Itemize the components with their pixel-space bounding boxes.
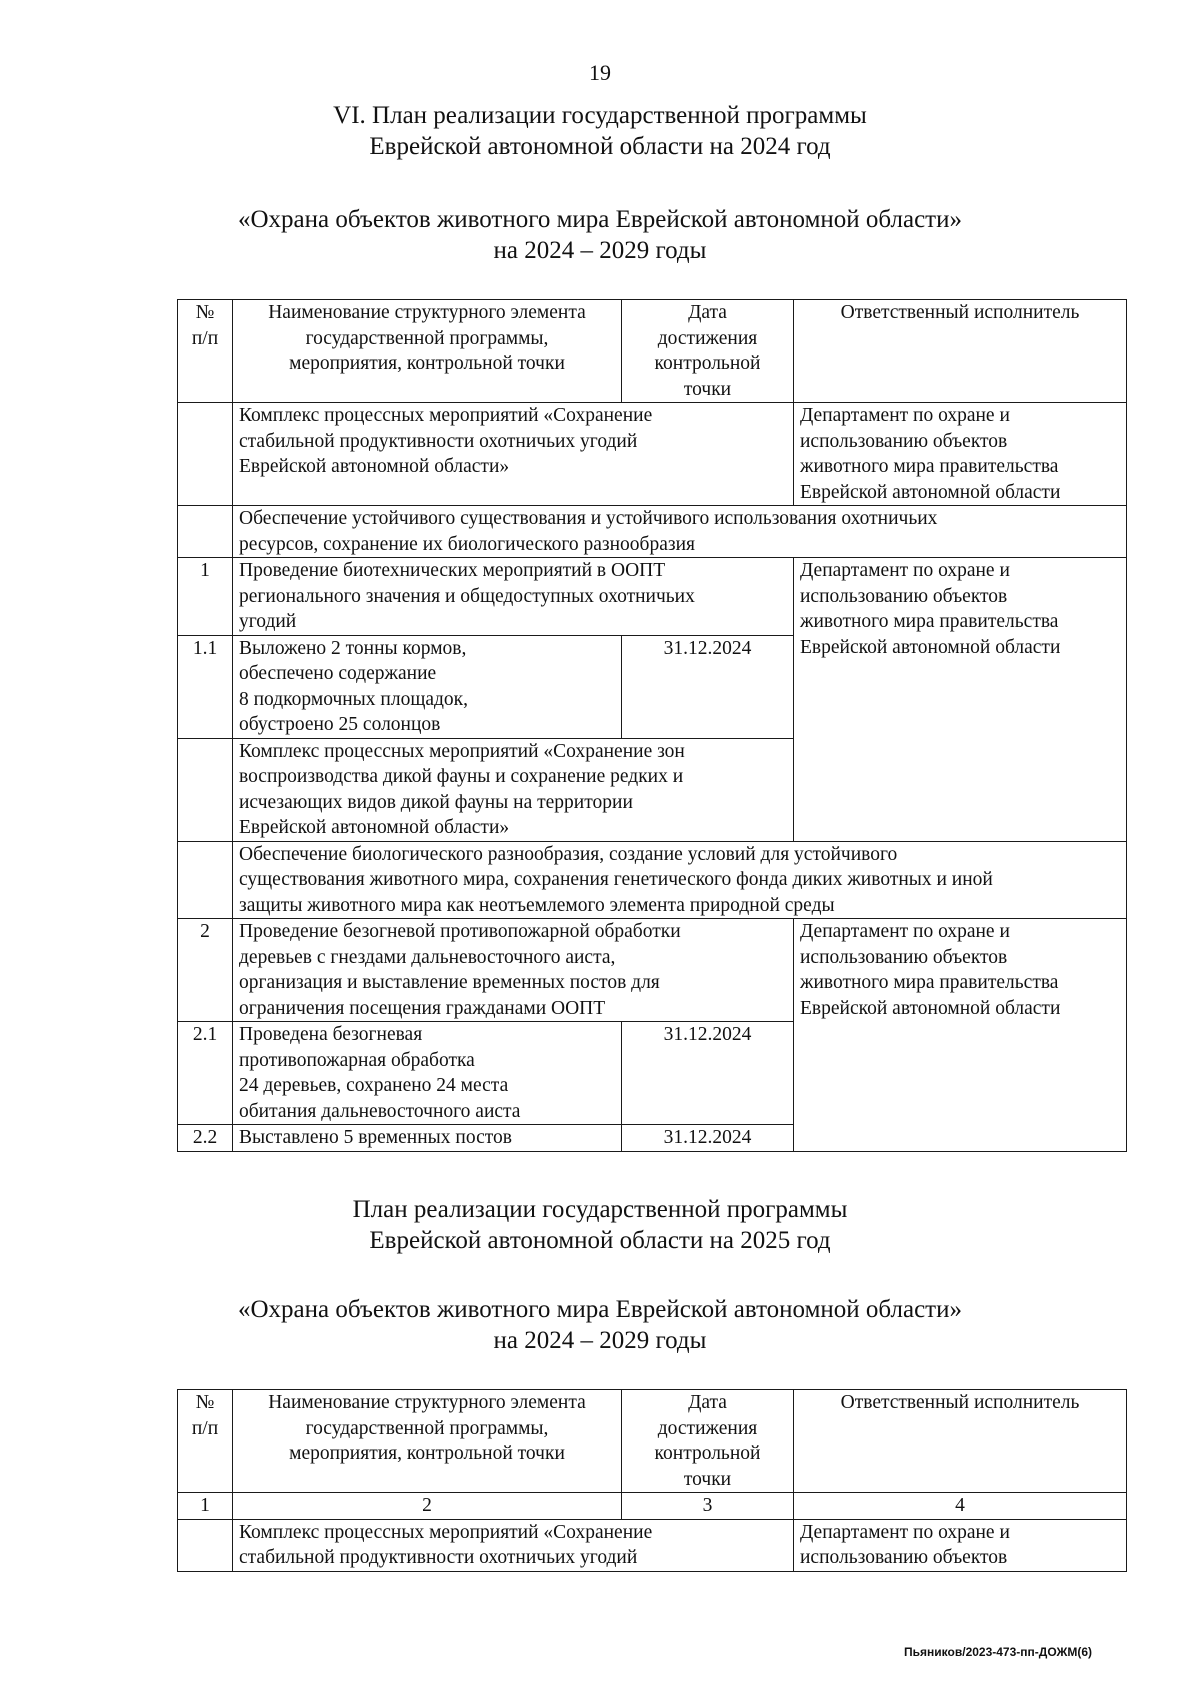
subtitle-line: «Охрана объектов животного мира Еврейской автономной области» <box>238 206 962 233</box>
plan-2024-title <box>0 100 1200 162</box>
header-executor: Ответственный исполнитель <box>794 1390 1127 1493</box>
row-task: Обеспечение биологического разнообразия, создание условий для устойчивого существования животного мира, сохранения генетического фонда диких животных и иной защиты животного мира как неотъемлемого элемента природной среды <box>233 841 1127 919</box>
table-row <box>178 558 1127 636</box>
header-number: № п/п <box>178 300 233 403</box>
table-row <box>178 635 1127 738</box>
plan-2025-subtitle <box>0 1294 1200 1356</box>
table-row <box>178 1519 1127 1571</box>
plan-2024-table <box>177 299 1127 1152</box>
header-element-name: Наименование структурного элемента государственной программы, мероприятия, контрольной точки <box>233 1390 622 1493</box>
subtitle-line: на 2024 – 2029 годы <box>493 1327 707 1354</box>
row-executor: Департамент по охране и использованию объектов животного мира правительства Еврейской автономной области <box>794 403 1127 506</box>
title-line: Еврейской автономной области на 2025 год <box>369 1227 831 1254</box>
plan-2024-subtitle <box>0 204 1200 266</box>
header-number: № п/п <box>178 1390 233 1493</box>
row-executor: Департамент по охране и использованию объектов <box>794 1519 1127 1571</box>
row-element-name: Комплекс процессных мероприятий «Сохранение зон воспроизводства дикой фауны и сохранение редких и исчезающих видов дикой фауны на территории Еврейской автономной области» <box>233 738 794 841</box>
plan-2025-title <box>0 1194 1200 1256</box>
row-number <box>178 506 233 558</box>
header-element-name: Наименование структурного элемента государственной программы, мероприятия, контрольной точки <box>233 300 622 403</box>
row-element-name: Комплекс процессных мероприятий «Сохранение стабильной продуктивности охотничьих угодий <box>233 1519 794 1571</box>
column-number: 4 <box>794 1493 1127 1520</box>
row-number <box>178 403 233 506</box>
document-reference-footer: Пьяников/2023-473-пп-ДОЖМ(6) <box>904 1645 1092 1659</box>
row-executor: Департамент по охране и использованию объектов животного мира правительства Еврейской автономной области <box>794 919 1127 1152</box>
column-number: 2 <box>233 1493 622 1520</box>
subtitle-line: «Охрана объектов животного мира Еврейской автономной области» <box>238 1296 962 1323</box>
row-number: 2.1 <box>178 1022 233 1125</box>
subtitle-line: на 2024 – 2029 годы <box>493 237 707 264</box>
column-number: 3 <box>622 1493 794 1520</box>
row-number: 1.1 <box>178 635 233 738</box>
row-executor-continued: Еврейской автономной области <box>794 635 1127 841</box>
row-element-name: Проведена безогневая противопожарная обработка 24 деревьев, сохранено 24 места обитания дальневосточного аиста <box>233 1022 622 1125</box>
row-number <box>178 841 233 919</box>
row-task: Обеспечение устойчивого существования и устойчивого использования охотничьих ресурсов, сохранение их биологического разнообразия <box>233 506 1127 558</box>
row-number: 2.2 <box>178 1125 233 1152</box>
row-element-name: Проведение безогневой противопожарной обработки деревьев с гнездами дальневосточного аиста, организация и выставление временных постов для ограничения посещения гражданами ООПТ <box>233 919 794 1022</box>
title-line: VI. План реализации государственной программы <box>333 102 867 129</box>
row-date: 31.12.2024 <box>622 1022 794 1125</box>
table-header-row <box>178 300 1127 403</box>
row-element-name: Выложено 2 тонны кормов, обеспечено содержание 8 подкормочных площадок, обустроено 25 солонцов <box>233 635 622 738</box>
column-number-row <box>178 1493 1127 1520</box>
column-number: 1 <box>178 1493 233 1520</box>
plan-2025-table <box>177 1389 1127 1572</box>
row-number <box>178 1519 233 1571</box>
row-number: 1 <box>178 558 233 636</box>
table-row <box>178 841 1127 919</box>
table-row <box>178 403 1127 506</box>
row-date: 31.12.2024 <box>622 1125 794 1152</box>
title-line: Еврейской автономной области на 2024 год <box>369 133 831 160</box>
table-row <box>178 506 1127 558</box>
table-row <box>178 919 1127 1022</box>
title-line: План реализации государственной программы <box>352 1196 848 1223</box>
row-date: 31.12.2024 <box>622 635 794 738</box>
row-number: 2 <box>178 919 233 1022</box>
row-element-name: Проведение биотехнических мероприятий в ООПТ регионального значения и общедоступных охотничьих угодий <box>233 558 794 636</box>
row-executor: Департамент по охране и использованию объектов животного мира правительства <box>794 558 1127 636</box>
row-element-name: Комплекс процессных мероприятий «Сохранение стабильной продуктивности охотничьих угодий Еврейской автономной области» <box>233 403 794 506</box>
header-executor: Ответственный исполнитель <box>794 300 1127 403</box>
row-number <box>178 738 233 841</box>
page-number: 19 <box>589 60 611 85</box>
table-header-row <box>178 1390 1127 1493</box>
header-date: Дата достижения контрольной точки <box>622 1390 794 1493</box>
header-date: Дата достижения контрольной точки <box>622 300 794 403</box>
row-element-name: Выставлено 5 временных постов <box>233 1125 622 1152</box>
